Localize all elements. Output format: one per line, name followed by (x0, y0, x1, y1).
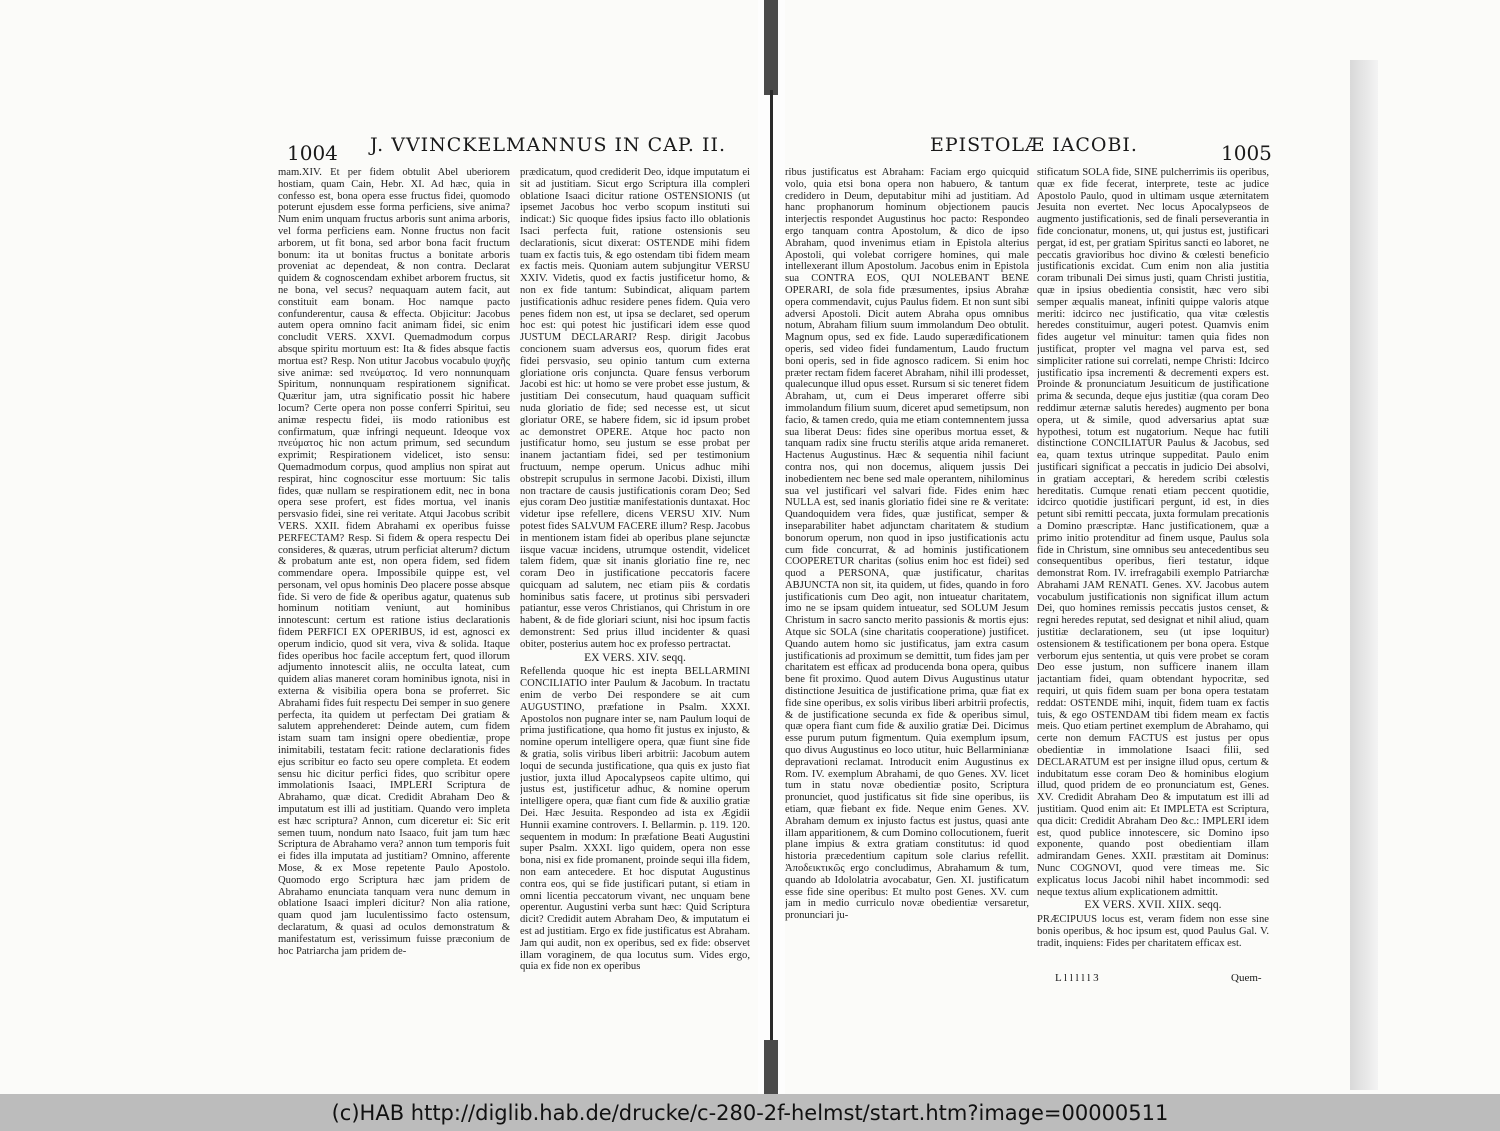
right-page (785, 0, 1500, 1094)
right-col2-text: stificatum SOLA fide, SINE pulcherrimis iis operibus, quæ ex fide fecerat, interprete, teste ac judice Apostolo Paulo, quod in ultimam usque æternitatem Jesuita non evertet. Nec locus Apocalypseos de augmento justificationis, sed de finali perseverantia in fide concionatur, monens, ut, qui justus est, justificari pergat, id est, per gratiam Spiritus sancti eo laboret, ne peccatis gravioribus hoc divino & cœlesti beneficio justificationis excidat. Cum enim non alia justitia coram tribunali Dei simus justi, quam Christi justitia, quæ in ipsius obedientia consistit, hæc vero sibi semper æqualis maneat, infiniti quippe valoris atque meriti: idcirco nec justificatio, qua vitæ cœlestis heredes constituimur, augeri potest. Quamvis enim fides augetur vel minuitur: tamen quia fides non justificat, propter vel magna vel parva est, sed simpliciter ratione sui correlati, nempe Christi: Idcirco justificatio ipsa incrementi & decrementi expers est. Proinde & pronunciatum Jesuiticum de justificatione prima & secunda, deque ejus justitiæ (qua coram Deo reddimur æternæ salutis heredes) augmento per bona opera, ut & simile, quod adversarius aptat suæ hypothesi, totum est nugatorium. Neque hac futili distinctione CONCILIATUR Paulus & Jacobus, sed ea, quam textus utrinque suppeditat. Paulo enim justificari significat a peccatis in judicio Dei absolvi, in gratiam acceptari, & heredem scribi cœlestis hereditatis. Cumque renati etiam peccent quotidie, idcirco quotidie justificari pergunt, id est, in dies petunt sibi remitti peccata, juxta formulam precationis a Domino præscriptæ. Hanc justificationem, quæ a primo initio protenditur ad finem usque, Paulus sola fide in Christum, sine omnibus seu antecedentibus seu consequentibus operibus, fieri testatur, idque demonstrat Rom. IV. irrefragabili exemplo Patriarchæ Abrahami JAM RENATI. Genes. XV. Jacobus autem vocabulum justificationis non significat illum actum Dei, quo homines remissis peccatis justos censet, & regni heredes reputat, sed designat et nihil aliud, quam justitiæ declarationem, seu (ut ipse loquitur) ostensionem & testificationem per bona opera. Estque verborum ejus sententia, ut quis vere probet se coram Deo esse justum, non sufficere inanem illam jactantiam fidei, quam obtendant hypocritæ, sed requiri, ut quis fidem suam per bona opera testatam reddat: OSTENDE mihi, inquit, fidem tuam ex factis tuis, & ego OSTENDAM tibi fidem meam ex factis meis. Quo etiam pertinet exemplum de Abrahamo, qui certe non demum FACTUS est justus per opus obedientiæ in immolatione Isaaci filii, sed DECLARATUM est per insigne illud opus, certum & indubitatum esse coram Deo & hominibus elogium illud, quod pridem de eo pronunciatum est, Genes. XV. Credidit Abraham Deo & imputatum est illi ad justitiam. Quod enim ait: Et IMPLETA est Scriptura, qua dicit: Credidit Abraham Deo &c.: IMPLERI idem est, quod publice innotescere, sic Domino ipso exponente, quando post obedientiam illam admirandam Genes. XXII. præstitam ait Dominus: Nunc COGNOVI, quod vere timeas me. Sic explicatus locus Jacobi nihil habet incommodi: sed neque textus alium explicationem admittit. (1037, 167, 1269, 898)
copyright-caption-bar (0, 1094, 1500, 1131)
copyright-caption: (c)HAB http://diglib.hab.de/drucke/c-280-2f-helmst/start.htm?image=00000511 (331, 1100, 1169, 1125)
left-page (0, 0, 758, 1094)
right-page-edge (1350, 60, 1378, 1090)
left-page-number: 1004 (287, 141, 338, 165)
left-col2-text: prædicatum, quod crediderit Deo, idque imputatum ei sit ad justitiam. Sicut ergo Scriptura illa compleri oblatione Isaaci dicitur ratione OSTENSIONIS (ut ipsemet Jacobus hoc verbo scopum instituti sui indicat:) Sic quoque fides ipsius facto illo oblationis Isaci perfecta fuit, ratione ostensionis seu declarationis, sicut dixerat: OSTENDE mihi fidem tuam ex factis tuis, & ego ostendam tibi fidem meam ex factis meis. Quoniam autem subjungitur VERSU XXIV. Videtis, quod ex factis justificetur homo, & non ex fide tantum: Subindicat, aliquam partem justificationis adhuc residere penes fidem. Quia vero penes fidem non est, ut ipsa se declaret, sed operum hoc est: qui potest hic justificari idem esse quod JUSTUM DECLARARI? Resp. dirigit Jacobus concionem suam adversus eos, quorum fides erat fidei persvasio, seu opinio tantum cum externa gloriatione oris conjuncta. Quare fensus verborum Jacobi est hic: ut homo se vere probet esse justum, & justitiam Dei consecutum, haud quaquam sufficit nuda gloriatio de fide; sed necesse est, ut sicut gloriatur ORE, se habere fidem, sic id ipsum probet ac demonstret OPERE. Atque hoc pacto non justificatur homo, seu justum se esse probat per inanem jactantiam fidei, sed per testimonium fructuum, nempe operum. Unicus adhuc mihi obstrepit scrupulus in sermone Jacobi. Dixisti, illum non tractare de causis justificationis coram Deo; Sed ejus coram Deo justitiæ manifestationis duntaxat. Hoc videtur ipse refellere, dicens VERSU XIV. Num potest fides SALVUM FACERE illum? Resp. Jacobus in mentionem istam fidei ab operibus plane sejunctæ iisque vacuæ incidens, utrumque ostendit, videlicet talem fidem, quæ sit inanis gloriatio fine re, nec coram Deo in justificatione peccatoris facere quicquam ad salutem, nec etiam piis & cordatis hominibus satis facere, ut protinus sibi persvaderi patiantur, esse veros Christianos, qui Christum in ore habent, & de fide gloriari sciunt, nisi hoc ipsum factis demonstrent: Sed prius illud incidenter & quasi obiter, posterius autem hoc ex professo pertractat. (520, 167, 750, 650)
right-col1-text: ribus justificatus est Abraham: Faciam ergo quicquid volo, quia etsi bona opera non habuero, & tantum credidero in Deum, deputabitur mihi ad justitiam. Ad hanc prophanorum hominum objectionem paucis interjectis respondet Augustinus hoc pacto: Respondeo ergo tanquam contra Apostolum, & dico de ipso Abraham, quod invenimus etiam in Epistola alterius Apostoli, qui volebat corrigere homines, qui male intellexerant illum Apostolum. Jacobus enim in Epistola sua CONTRA EOS, QUI NOLEBANT BENE OPERARI, de sola fide præsumentes, ipsius Abrahæ opera commendavit, cujus Paulus fidem. Et non sunt sibi adversi Apostoli. Dicit autem Abraha opus omnibus notum, Abraham filium suum immolandum Deo obtulit. Magnum opus, sed ex fide. Laudo superædificationem operis, sed video fidei fundamentum, Laudo fructum boni operis, sed in fide agnosco radicem. Si enim hoc præter rectam fidem faceret Abraham, nihil illi prodesset, qualecunque illud opus esset. Rursum si sic teneret fidem Abraham, ut, cum ei Deus imperaret offerre sibi immolandum filium suum, diceret apud semetipsum, non facio, & tamen credo, quia me etiam contemnentem jussa sua liberat Deus: fides sine operibus mortua esset, & tanquam radix sine fructu sterilis atque arida remaneret. Hactenus Augustinus. Hæc & sequentia nihil faciunt contra nos, qui non docemus, aliquem jussis Dei inobedientem nec bene sed male operantem, nihilominus sua vel justificari vel salvari fide. Fides enim hæc NULLA est, sed inanis gloriatio fidei sine re & veritate: Quandoquidem vera fides, quæ justificat, semper & inseparabiliter habet adjunctam charitatem & studium bonorum operum, non quod in ipso justificationis actu cum fide concurrat, & ad hominis justificationem COOPERETUR charitas (solius enim hoc est fidei) sed quod a PERSONA, quæ justificatur, charitas ABJUNCTA non sit, ita quidem, ut fides, quando in foro justificationis cum Deo agit, non intueatur charitatem, imo ne se ipsam quidem intueatur, sed SOLUM Jesum Christum in sacro sancto merito passionis & mortis ejus: Atque sic SOLA (sine charitatis cooperatione) justificet. Quando autem homo sic justificatus, jam extra casum justificationis ad proximum se demittit, tum fides jam per charitatem est efficax ad producenda bona opera, quibus bene fit proximo. Quod autem Divus Augustinus utatur distinctione Jesuitica de justificatione prima, quæ fiat ex fide sine operibus, ex solis viribus liberi arbitrii profectis, & de justificatione secunda ex fide & operibus simul, quæ opera fiant cum fide & auxilio gratiæ Dei. Dicimus esse purum putum figmentum. Quia exemplum ipsum, quo divus Augustinus eo loco utitur, huic Bellarminianæ depravationi reclamat. Introducit enim Augustinus ex Rom. IV. exemplum Abrahami, de quo Genes. XV. licet tum in statu novæ obedientiæ posito, Scriptura pronunciet, quod justificatus sit fide sine operibus, iis etiam, quæ fiebant ex fide. Neque enim Genes. XV. Abraham demum ex injusto factus est justus, quasi ante illam apparitionem, & cum Domino collocutionem, fuerit plane impius & extra gratiam constitutus: id quod historia præcedentium capitum sole clarius refellit. Ἀποδεικτικῶς ergo concludimus, Abrahamum & tum, quando ab Idololatria avocabatur, Gen. XI. justificatum esse fide sine operibus: Et multo post Genes. XV. cum jam in medio curriculo novæ obedientiæ versaretur, pronunciari ju- (785, 167, 1029, 922)
left-running-header: J. VVINCKELMANNUS IN CAP. II. (370, 134, 726, 156)
right-col2-after-text: PRÆCIPUUS locus est, veram fidem non esse sine bonis operibus, & hoc ipsum est, quod Paulus Gal. V. tradit, inquiens: Fides per charitatem efficax est. (1037, 914, 1269, 949)
spine-gutter-line (770, 90, 773, 1094)
book-spine (758, 0, 785, 1094)
right-column-2 (1037, 167, 1269, 962)
left-column-1 (278, 167, 510, 972)
left-column-2 (520, 167, 750, 992)
signature-mark: L l l l l l 3 (1055, 972, 1099, 984)
left-col2-after-text: Refellenda quoque hic est inepta BELLARMINI CONCILIATIO inter Paulum & Jacobum. In tractatu enim de verbo Dei respondere se ait cum AUGUSTINO, præfatione in Psalm. XXXI. Apostolos non pugnare inter se, nam Paulum loqui de prima justificatione, qua homo fit justus ex injusto, & nomine operum intelligere opera, quæ fiunt sine fide & gratia, solis viribus liberi arbitrii: Jacobum autem loqui de secunda justificatione, qua quis ex justo fiat justior, juxta illud Apocalypseos capite ultimo, qui justus est, justificetur adhuc, & nomine operum intelligere opera, quæ fiant cum fide & auxilio gratiæ Dei. Hæc Jesuita. Respondeo ad ista ex Ægidii Hunnii examine controvers. I. Bellarmin. p. 119. 120. sequentem in modum: In præfatione Beati Augustini super Psalm. XXXI. ligo quidem, opera non esse bona, nisi ex fide promanent, proinde sequi illa fidem, non eam antecedere. Et hoc disputat Augustinus contra eos, qui se fide justificari putant, si etiam in omni licentia peccatorum vivant, nec unquam bene operentur. Augustini verba sunt hæc: Quid Scriptura dicit? Credidit autem Abraham Deo, & imputatum ei est ad justitiam. Ergo ex fide justificatus est Abraham. Jam qui audit, non ex operibus, sed ex fide: observet illam voraginem, de qua locutus sum. Vides ergo, quia ex fide non ex operibus (520, 666, 750, 973)
right-column-1 (785, 167, 1029, 983)
right-page-number: 1005 (1221, 141, 1272, 165)
left-section-heading: EX VERS. XIV. seqq. (584, 651, 686, 664)
right-running-header: EPISTOLÆ IACOBI. (930, 134, 1138, 156)
left-col1-text: mam.XIV. Et per fidem obtulit Abel uberiorem hostiam, quam Cain, Hebr. XI. Ad hæc, quia in confesso est, bona opera esse fructus fidei, quomodo poterunt ejusdem esse forma perficiens, sive anima? Num enim unquam fructus arboris sunt anima arboris, vel forma perficiens eam. Nonne fructus non facit arborem, ut fit bona, sed arbor bona facit fructum bonum: ita ut bonitas fructus a bonitate arboris proveniat ac dependeat, & non contra. Declarat quidem & cognoscendam exhibet arborem fructus, sit ne bona, vel secus? nequaquam autem facit, aut constituit eam bonam. Hoc namque pacto confunderentur, causa & effecta. Objicitur: Jacobus autem opera omnino facit animam fidei, sic enim concludit VERS. XXVI. Quemadmodum corpus absque spiritu mortuum est: Ita & fides absque factis mortua est? Resp. Non utitur Jacobus vocabulo ψυχῆς sive animæ: sed πνεύματος. Id vero nonnunquam Spiritum, nonnunquam respirationem significat. Quæritur jam, utra significatio possit hic habere locum? Certe opera non posse conferri Spiritui, seu animæ respectu fidei, iis modo rationibus est confirmatum, quæ infringi nequeunt. Ideoque vox πνεύματος hic non actum primum, sed secundum exprimit; Respirationem videlicet, isto sensu: Quemadmodum corpus, quod amplius non spirat aut respirat, hinc cognoscitur esse mortuum: Sic talis fides, quæ nullam se respirationem edit, nec in bona opera sese profert, est fides mortua, vel inanis persvasio fidei, sine rei veritate. Atqui Jacobus scribit VERS. XXII. fidem Abrahami ex operibus fuisse PERFECTAM? Resp. Si fidem & opera respectu Dei consideres, & quæras, utrum perficiat alterum? dictum & probatum ante est, non opera fidem, sed fidem commendare opera. Impossibile quippe est, vel personam, vel opus hominis Deo placere posse absque fide. Si vero de fide & operibus agatur, quatenus sub hominum notitiam veniunt, aut hominibus innotescunt: certum est ratione istius declarationis fidem PERFICI EX OPERIBUS, id est, agnosci ex operum indicio, quod sit vera, viva & solida. Itaque fides operibus hoc facile acceptum fert, quod illorum adjumento innotescit aliis, ne occulta lateat, cum quidem alias maneret coram hominibus ignota, nisi in externa & visibilia opera bona se proferret. Sic Abrahami fides fuit respectu Dei semper in suo genere perfecta, ita quidem ut perfectam Dei gratiam & salutem apprehenderet: Deinde autem, cum fidem istam suam tam insigni opere obedientiæ, prope inimitabili, testatam fecit: ratione declarationis fides ejus scribitur eo facto seu opere completa. Et eodem sensu hic dicitur perfici fides, quo scribitur opere immolationis Isaaci, IMPLERI Scriptura de Abrahamo, quæ dicat. Credidit Abraham Deo & imputatum est illi ad justitiam. Quando vero impleta est hæc scriptura? Annon, cum diceretur ei: Sic erit semen tuum, nondum nato Isaaco, fuit jam tum hæc Scriptura de Abrahamo vera? annon tum temporis fuit ei fides illa imputata ad justitiam? Omnino, afferente Mose, & ex Mose repetente Paulo Apostolo. Quomodo ergo Scriptura hæc jam pridem de Abrahamo enunciata tanquam vera nunc demum in oblatione Isaaci impleri dicitur? Non alia ratione, quam quod jam luculentissimo facto ostensum, declaratum, & quasi ad oculos demonstratum & manifestatum est, verissimum fuisse præconium de hoc Patriarcha jam pridem de- (278, 167, 510, 957)
spine-binding-bottom (764, 1040, 778, 1094)
right-section-heading: EX VERS. XVII. XIIX. seqq. (1084, 899, 1222, 912)
catchword: Quem- (1231, 972, 1262, 984)
spine-binding-top (764, 0, 778, 95)
